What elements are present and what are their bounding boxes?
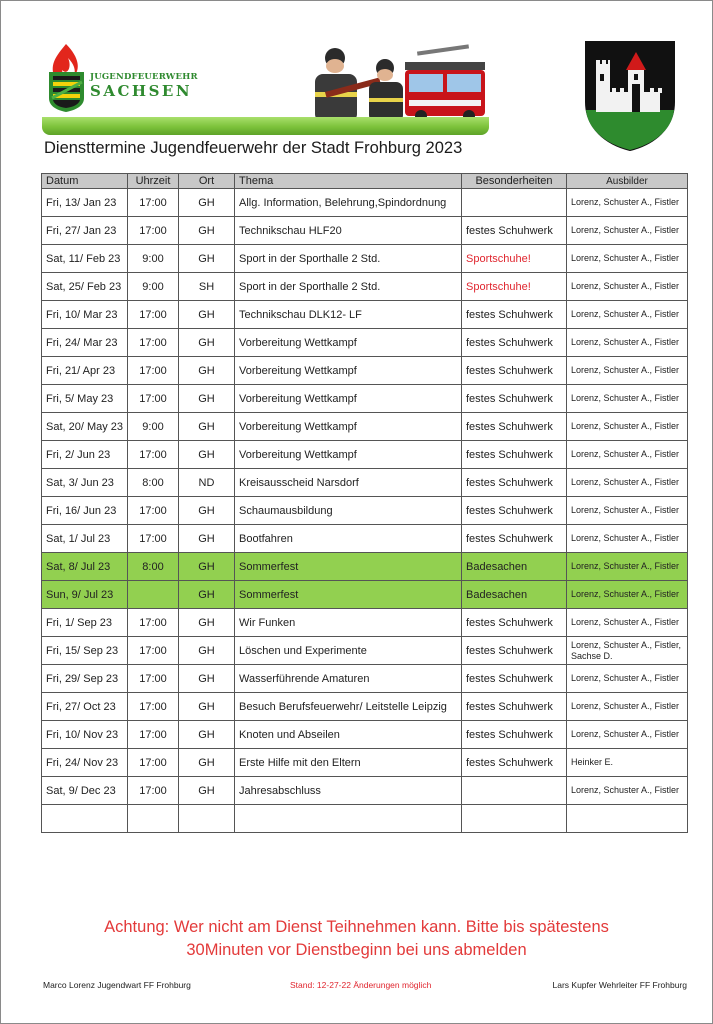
- table-row: [42, 357, 688, 385]
- cell-topic: Vorbereitung Wettkampf: [235, 441, 462, 469]
- cell-date: Sat, 1/ Jul 23: [42, 525, 128, 553]
- cell-instructors: Lorenz, Schuster A., Fistler: [567, 497, 688, 525]
- table-row: [42, 413, 688, 441]
- cell-special: Sportschuhe!: [462, 273, 567, 301]
- cell-topic: Bootfahren: [235, 525, 462, 553]
- cell-instructors: Lorenz, Schuster A., Fistler: [567, 273, 688, 301]
- cell-place: GH: [179, 693, 235, 721]
- cell-time: 17:00: [128, 217, 179, 245]
- table-row: [42, 553, 688, 581]
- table-row: [42, 497, 688, 525]
- cell-time: 17:00: [128, 301, 179, 329]
- cell-special: [462, 805, 567, 833]
- notice-line2: 30Minuten vor Dienstbeginn bei uns abmelden: [186, 941, 527, 959]
- cell-instructors: Lorenz, Schuster A., Fistler: [567, 609, 688, 637]
- cell-date: Fri, 10/ Nov 23: [42, 721, 128, 749]
- table-row: [42, 273, 688, 301]
- flame-shield-icon: [46, 42, 90, 112]
- attendance-notice: [0, 916, 713, 962]
- cell-special: festes Schuhwerk: [462, 525, 567, 553]
- cell-special: festes Schuhwerk: [462, 721, 567, 749]
- cell-time: 17:00: [128, 497, 179, 525]
- header-green-bar: [42, 117, 489, 135]
- brand-line1: JUGENDFEUERWEHR: [90, 72, 198, 82]
- cell-topic: Allg. Information, Belehrung,Spindordnung: [235, 189, 462, 217]
- cell-special: festes Schuhwerk: [462, 329, 567, 357]
- cell-instructors: Heinker E.: [567, 749, 688, 777]
- cell-topic: Löschen und Experimente: [235, 637, 462, 665]
- column-header-time: Uhrzeit: [128, 174, 179, 189]
- cell-instructors: Lorenz, Schuster A., Fistler: [567, 665, 688, 693]
- cell-instructors: Lorenz, Schuster A., Fistler: [567, 217, 688, 245]
- cell-instructors: Lorenz, Schuster A., Fistler: [567, 301, 688, 329]
- cell-topic: Knoten und Abseilen: [235, 721, 462, 749]
- cell-place: ND: [179, 469, 235, 497]
- cell-topic: Sommerfest: [235, 581, 462, 609]
- cell-time: 17:00: [128, 357, 179, 385]
- cell-topic: Sport in der Sporthalle 2 Std.: [235, 273, 462, 301]
- cell-place: GH: [179, 749, 235, 777]
- cell-time: 9:00: [128, 245, 179, 273]
- cell-place: GH: [179, 441, 235, 469]
- column-header-topic: Thema: [235, 174, 462, 189]
- cell-topic: [235, 805, 462, 833]
- cell-special: festes Schuhwerk: [462, 609, 567, 637]
- cell-date: Fri, 5/ May 23: [42, 385, 128, 413]
- cell-topic: Vorbereitung Wettkampf: [235, 329, 462, 357]
- cell-time: 8:00: [128, 553, 179, 581]
- cell-instructors: Lorenz, Schuster A., Fistler: [567, 385, 688, 413]
- cell-date: Fri, 10/ Mar 23: [42, 301, 128, 329]
- table-row: [42, 189, 688, 217]
- cell-instructors: Lorenz, Schuster A., Fistler: [567, 245, 688, 273]
- cell-time: 17:00: [128, 749, 179, 777]
- cell-date: Fri, 24/ Mar 23: [42, 329, 128, 357]
- cell-place: GH: [179, 609, 235, 637]
- cell-instructors: Lorenz, Schuster A., Fistler: [567, 413, 688, 441]
- cell-place: GH: [179, 721, 235, 749]
- cell-time: 17:00: [128, 189, 179, 217]
- cell-date: Fri, 27/ Jan 23: [42, 217, 128, 245]
- cell-instructors: [567, 805, 688, 833]
- cell-instructors: Lorenz, Schuster A., Fistler: [567, 581, 688, 609]
- cell-place: GH: [179, 497, 235, 525]
- footer-status: Stand: 12-27-22 Änderungen möglich: [290, 980, 432, 990]
- cell-special: festes Schuhwerk: [462, 217, 567, 245]
- cell-date: Sat, 3/ Jun 23: [42, 469, 128, 497]
- cell-instructors: Lorenz, Schuster A., Fistler: [567, 525, 688, 553]
- table-row: [42, 525, 688, 553]
- table-row: [42, 665, 688, 693]
- cell-special: festes Schuhwerk: [462, 385, 567, 413]
- cell-place: GH: [179, 525, 235, 553]
- cell-instructors: Lorenz, Schuster A., Fistler: [567, 189, 688, 217]
- cell-special: festes Schuhwerk: [462, 469, 567, 497]
- schedule-table: [41, 173, 688, 833]
- notice-line1: Achtung: Wer nicht am Dienst Teihnehmen kann. Bitte bis spätestens: [104, 918, 609, 936]
- column-header-place: Ort: [179, 174, 235, 189]
- cell-topic: Vorbereitung Wettkampf: [235, 413, 462, 441]
- cell-topic: Erste Hilfe mit den Eltern: [235, 749, 462, 777]
- cell-special: festes Schuhwerk: [462, 693, 567, 721]
- cell-special: festes Schuhwerk: [462, 497, 567, 525]
- cell-place: GH: [179, 637, 235, 665]
- cell-date: Sat, 8/ Jul 23: [42, 553, 128, 581]
- cell-date: Fri, 1/ Sep 23: [42, 609, 128, 637]
- cell-instructors: Lorenz, Schuster A., Fistler: [567, 357, 688, 385]
- column-header-instructors: Ausbilder: [567, 174, 688, 189]
- cell-date: Sun, 9/ Jul 23: [42, 581, 128, 609]
- cell-topic: Wasserführende Amaturen: [235, 665, 462, 693]
- cell-time: 17:00: [128, 609, 179, 637]
- cell-topic: Sport in der Sporthalle 2 Std.: [235, 245, 462, 273]
- table-row: [42, 721, 688, 749]
- cell-time: 17:00: [128, 637, 179, 665]
- cell-topic: Schaumausbildung: [235, 497, 462, 525]
- cell-time: 17:00: [128, 777, 179, 805]
- table-row: [42, 469, 688, 497]
- cell-time: 17:00: [128, 693, 179, 721]
- table-row: [42, 777, 688, 805]
- cell-special: [462, 777, 567, 805]
- cell-special: festes Schuhwerk: [462, 637, 567, 665]
- cell-date: Fri, 2/ Jun 23: [42, 441, 128, 469]
- table-row: [42, 217, 688, 245]
- cell-place: SH: [179, 273, 235, 301]
- cell-topic: Vorbereitung Wettkampf: [235, 385, 462, 413]
- cell-place: GH: [179, 245, 235, 273]
- frohburg-coat-of-arms-icon: [584, 40, 676, 152]
- footer-left: Marco Lorenz Jugendwart FF Frohburg: [43, 980, 191, 990]
- cell-topic: Besuch Berufsfeuerwehr/ Leitstelle Leipzig: [235, 693, 462, 721]
- table-row: [42, 245, 688, 273]
- cell-topic: Technikschau DLK12- LF: [235, 301, 462, 329]
- cell-time: 17:00: [128, 441, 179, 469]
- cell-topic: Technikschau HLF20: [235, 217, 462, 245]
- cell-special: festes Schuhwerk: [462, 357, 567, 385]
- cell-date: Fri, 13/ Jan 23: [42, 189, 128, 217]
- cell-time: 17:00: [128, 329, 179, 357]
- cell-date: Sat, 9/ Dec 23: [42, 777, 128, 805]
- cell-place: GH: [179, 217, 235, 245]
- table-row: [42, 805, 688, 833]
- table-row: [42, 329, 688, 357]
- cell-date: [42, 805, 128, 833]
- cell-instructors: Lorenz, Schuster A., Fistler: [567, 329, 688, 357]
- firefighters-photo-icon: [305, 42, 487, 122]
- table-row: [42, 441, 688, 469]
- cell-special: festes Schuhwerk: [462, 665, 567, 693]
- cell-time: 9:00: [128, 413, 179, 441]
- cell-date: Fri, 16/ Jun 23: [42, 497, 128, 525]
- table-row: [42, 301, 688, 329]
- column-header-date: Datum: [42, 174, 128, 189]
- cell-topic: Jahresabschluss: [235, 777, 462, 805]
- cell-date: Fri, 21/ Apr 23: [42, 357, 128, 385]
- cell-instructors: Lorenz, Schuster A., Fistler: [567, 777, 688, 805]
- cell-special: Sportschuhe!: [462, 245, 567, 273]
- cell-topic: Wir Funken: [235, 609, 462, 637]
- cell-date: Fri, 24/ Nov 23: [42, 749, 128, 777]
- table-row: [42, 609, 688, 637]
- table-row: [42, 637, 688, 665]
- cell-date: Sat, 11/ Feb 23: [42, 245, 128, 273]
- footer-right: Lars Kupfer Wehrleiter FF Frohburg: [552, 980, 687, 990]
- cell-date: Fri, 15/ Sep 23: [42, 637, 128, 665]
- table-header-row: [42, 174, 688, 189]
- cell-special: festes Schuhwerk: [462, 441, 567, 469]
- cell-time: [128, 581, 179, 609]
- cell-topic: Sommerfest: [235, 553, 462, 581]
- cell-place: GH: [179, 665, 235, 693]
- table-row: [42, 581, 688, 609]
- cell-instructors: Lorenz, Schuster A., Fistler: [567, 441, 688, 469]
- cell-date: Fri, 29/ Sep 23: [42, 665, 128, 693]
- cell-time: 17:00: [128, 665, 179, 693]
- table-row: [42, 693, 688, 721]
- cell-special: festes Schuhwerk: [462, 301, 567, 329]
- cell-instructors: Lorenz, Schuster A., Fistler: [567, 693, 688, 721]
- jugendfeuerwehr-logo: [46, 42, 198, 112]
- column-header-special: Besonderheiten: [462, 174, 567, 189]
- cell-date: Sat, 20/ May 23: [42, 413, 128, 441]
- cell-special: Badesachen: [462, 581, 567, 609]
- cell-time: 17:00: [128, 385, 179, 413]
- cell-place: GH: [179, 189, 235, 217]
- cell-place: GH: [179, 385, 235, 413]
- cell-special: festes Schuhwerk: [462, 413, 567, 441]
- cell-place: GH: [179, 301, 235, 329]
- cell-place: GH: [179, 553, 235, 581]
- cell-instructors: Lorenz, Schuster A., Fistler, Sachse D.: [567, 637, 688, 665]
- cell-instructors: Lorenz, Schuster A., Fistler: [567, 721, 688, 749]
- cell-topic: Vorbereitung Wettkampf: [235, 357, 462, 385]
- cell-time: 9:00: [128, 273, 179, 301]
- cell-place: GH: [179, 357, 235, 385]
- cell-instructors: Lorenz, Schuster A., Fistler: [567, 469, 688, 497]
- cell-time: 17:00: [128, 721, 179, 749]
- cell-special: [462, 189, 567, 217]
- brand-line2: SACHSEN: [90, 82, 193, 100]
- cell-place: GH: [179, 329, 235, 357]
- cell-date: Sat, 25/ Feb 23: [42, 273, 128, 301]
- cell-place: [179, 805, 235, 833]
- cell-date: Fri, 27/ Oct 23: [42, 693, 128, 721]
- cell-time: 8:00: [128, 469, 179, 497]
- table-row: [42, 749, 688, 777]
- cell-place: GH: [179, 413, 235, 441]
- cell-time: 17:00: [128, 525, 179, 553]
- cell-special: festes Schuhwerk: [462, 749, 567, 777]
- page-title: Diensttermine Jugendfeuerwehr der Stadt Frohburg 2023: [44, 139, 463, 157]
- cell-special: Badesachen: [462, 553, 567, 581]
- cell-topic: Kreisausscheid Narsdorf: [235, 469, 462, 497]
- cell-place: GH: [179, 581, 235, 609]
- table-row: [42, 385, 688, 413]
- cell-time: [128, 805, 179, 833]
- cell-instructors: Lorenz, Schuster A., Fistler: [567, 553, 688, 581]
- cell-place: GH: [179, 777, 235, 805]
